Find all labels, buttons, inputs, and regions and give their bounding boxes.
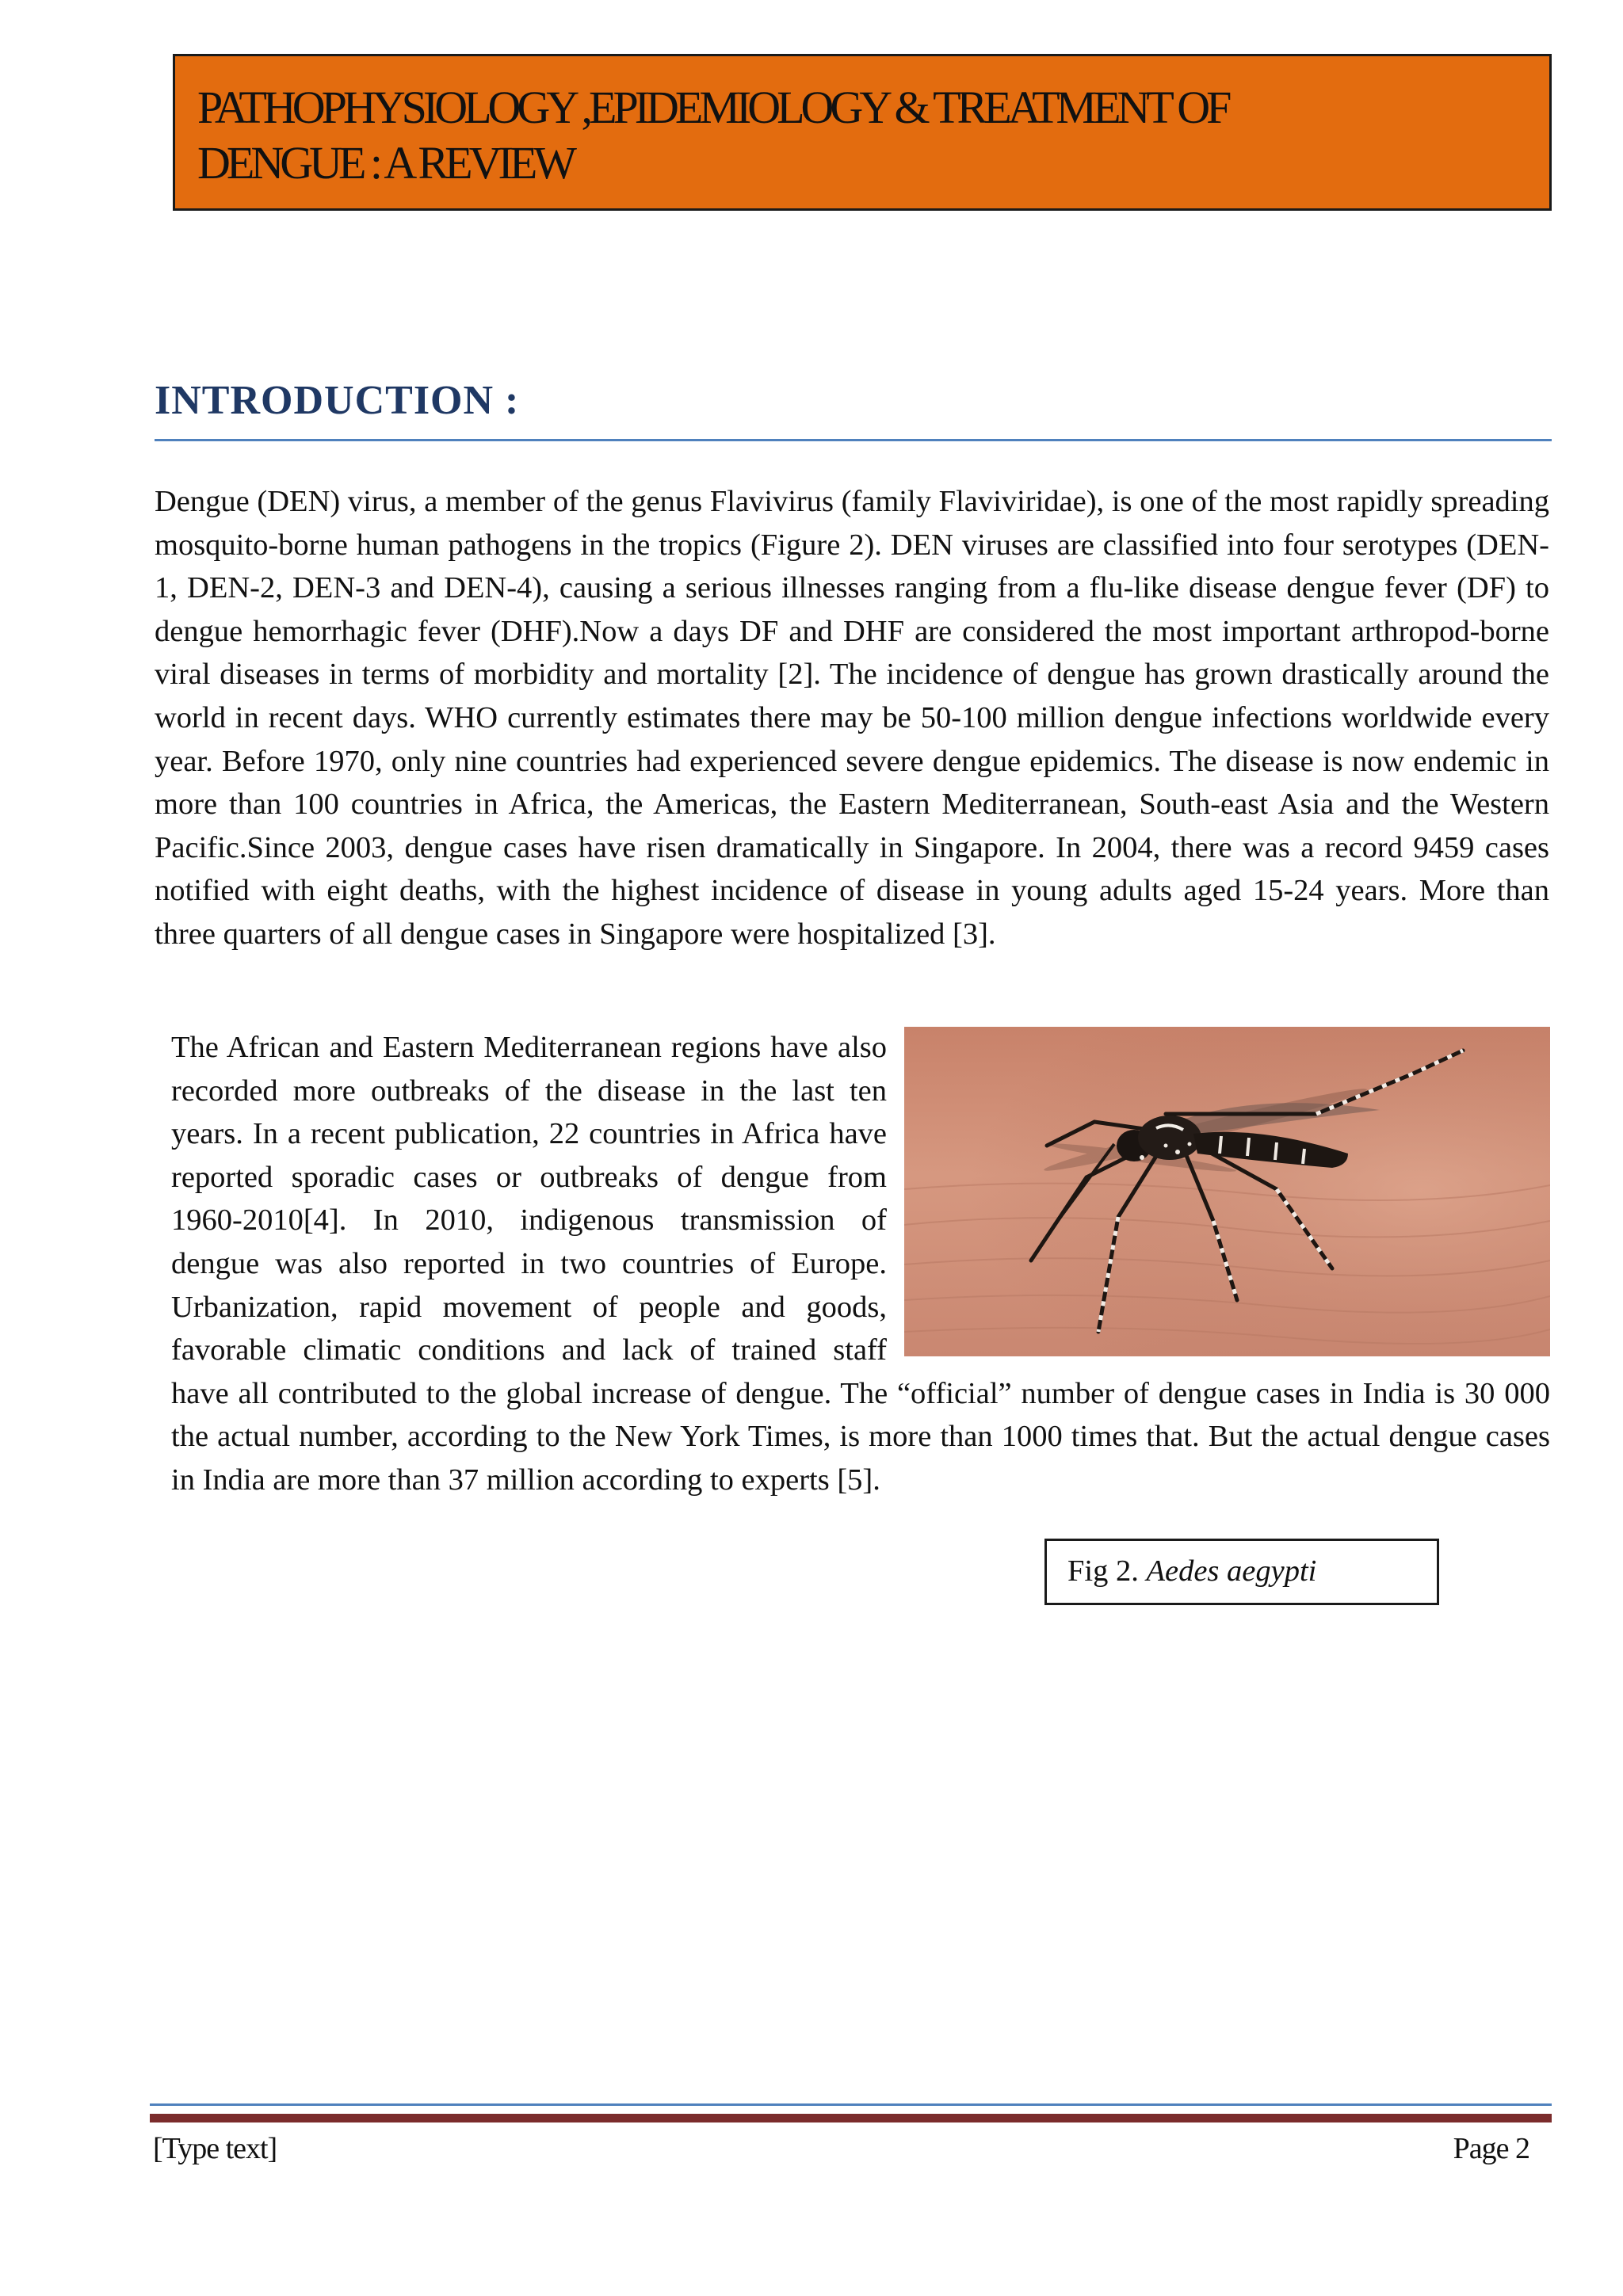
document-title <box>197 80 1529 191</box>
second-paragraph-text: The African and Eastern Mediterranean regions have also recorded more outbreaks of the disease in the last ten years. In a recent publication, 22 countries in Africa have reported sporadic cases or outbreaks of dengue from 1960-2010[4]. In 2010, indigenous transmission of dengue was also reported in two countries of Europe. Urbanization, rapid movement of people and goods, favorable climatic conditions and lack of trained staff have all contributed to the global increase of dengue. The “official” number of dengue cases in India is 30 000 the actual number, according to the New York Times, is more than 1000 times that. But the actual dengue cases in India are more than 37 million according to experts [5]. <box>171 1031 1550 1497</box>
footer-placeholder-text: [Type text] <box>153 2132 277 2165</box>
figure-caption-prefix: Fig 2. <box>1067 1554 1147 1588</box>
intro-paragraph: Dengue (DEN) virus, a member of the genus Flavivirus (family Flaviviridae), is one of the most rapidly spreading mosquito-borne human pathogens in the tropics (Figure 2). DEN viruses are classified into four serotypes (DEN-1, DEN-2, DEN-3 and DEN-4), causing a serious illnesses ranging from a flu-like disease dengue fever (DF) to dengue hemorrhagic fever (DHF).Now a days DF and DHF are considered the most important arthropod-borne viral diseases in terms of morbidity and mortality [2]. The incidence of dengue has grown drastically around the world in recent days. WHO currently estimates there may be 50-100 million dengue infections worldwide every year. Before 1970, only nine countries had experienced severe dengue epidemics. The disease is now endemic in more than 100 countries in Africa, the Americas, the Eastern Mediterranean, South-east Asia and the Western Pacific.Since 2003, dengue cases have risen dramatically in Singapore. In 2004, there was a record 9459 cases notified with eight deaths, with the highest incidence of disease in young adults aged 15-24 years. More than three quarters of all dengue cases in Singapore were hospitalized [3]. <box>155 485 1549 951</box>
figure-caption <box>1044 1539 1439 1605</box>
second-paragraph <box>171 1026 1550 1502</box>
mosquito-photo <box>904 1027 1550 1356</box>
section-heading: INTRODUCTION : <box>155 378 520 423</box>
title-banner <box>173 54 1552 211</box>
figure-caption-text <box>1067 1552 1316 1590</box>
document-title-line-2: DENGUE : A REVIEW <box>197 137 573 189</box>
page-number: Page 2 <box>1453 2132 1529 2165</box>
document-title-line-1: PATHOPHYSIOLOGY ,EPIDEMIOLOGY & TREATMENT OF <box>197 82 1228 133</box>
heading-underline <box>155 439 1552 441</box>
footer-rule-thick <box>150 2114 1552 2122</box>
footer-rule-thin <box>150 2103 1552 2106</box>
figure-caption-species: Aedes aegypti <box>1146 1554 1317 1588</box>
